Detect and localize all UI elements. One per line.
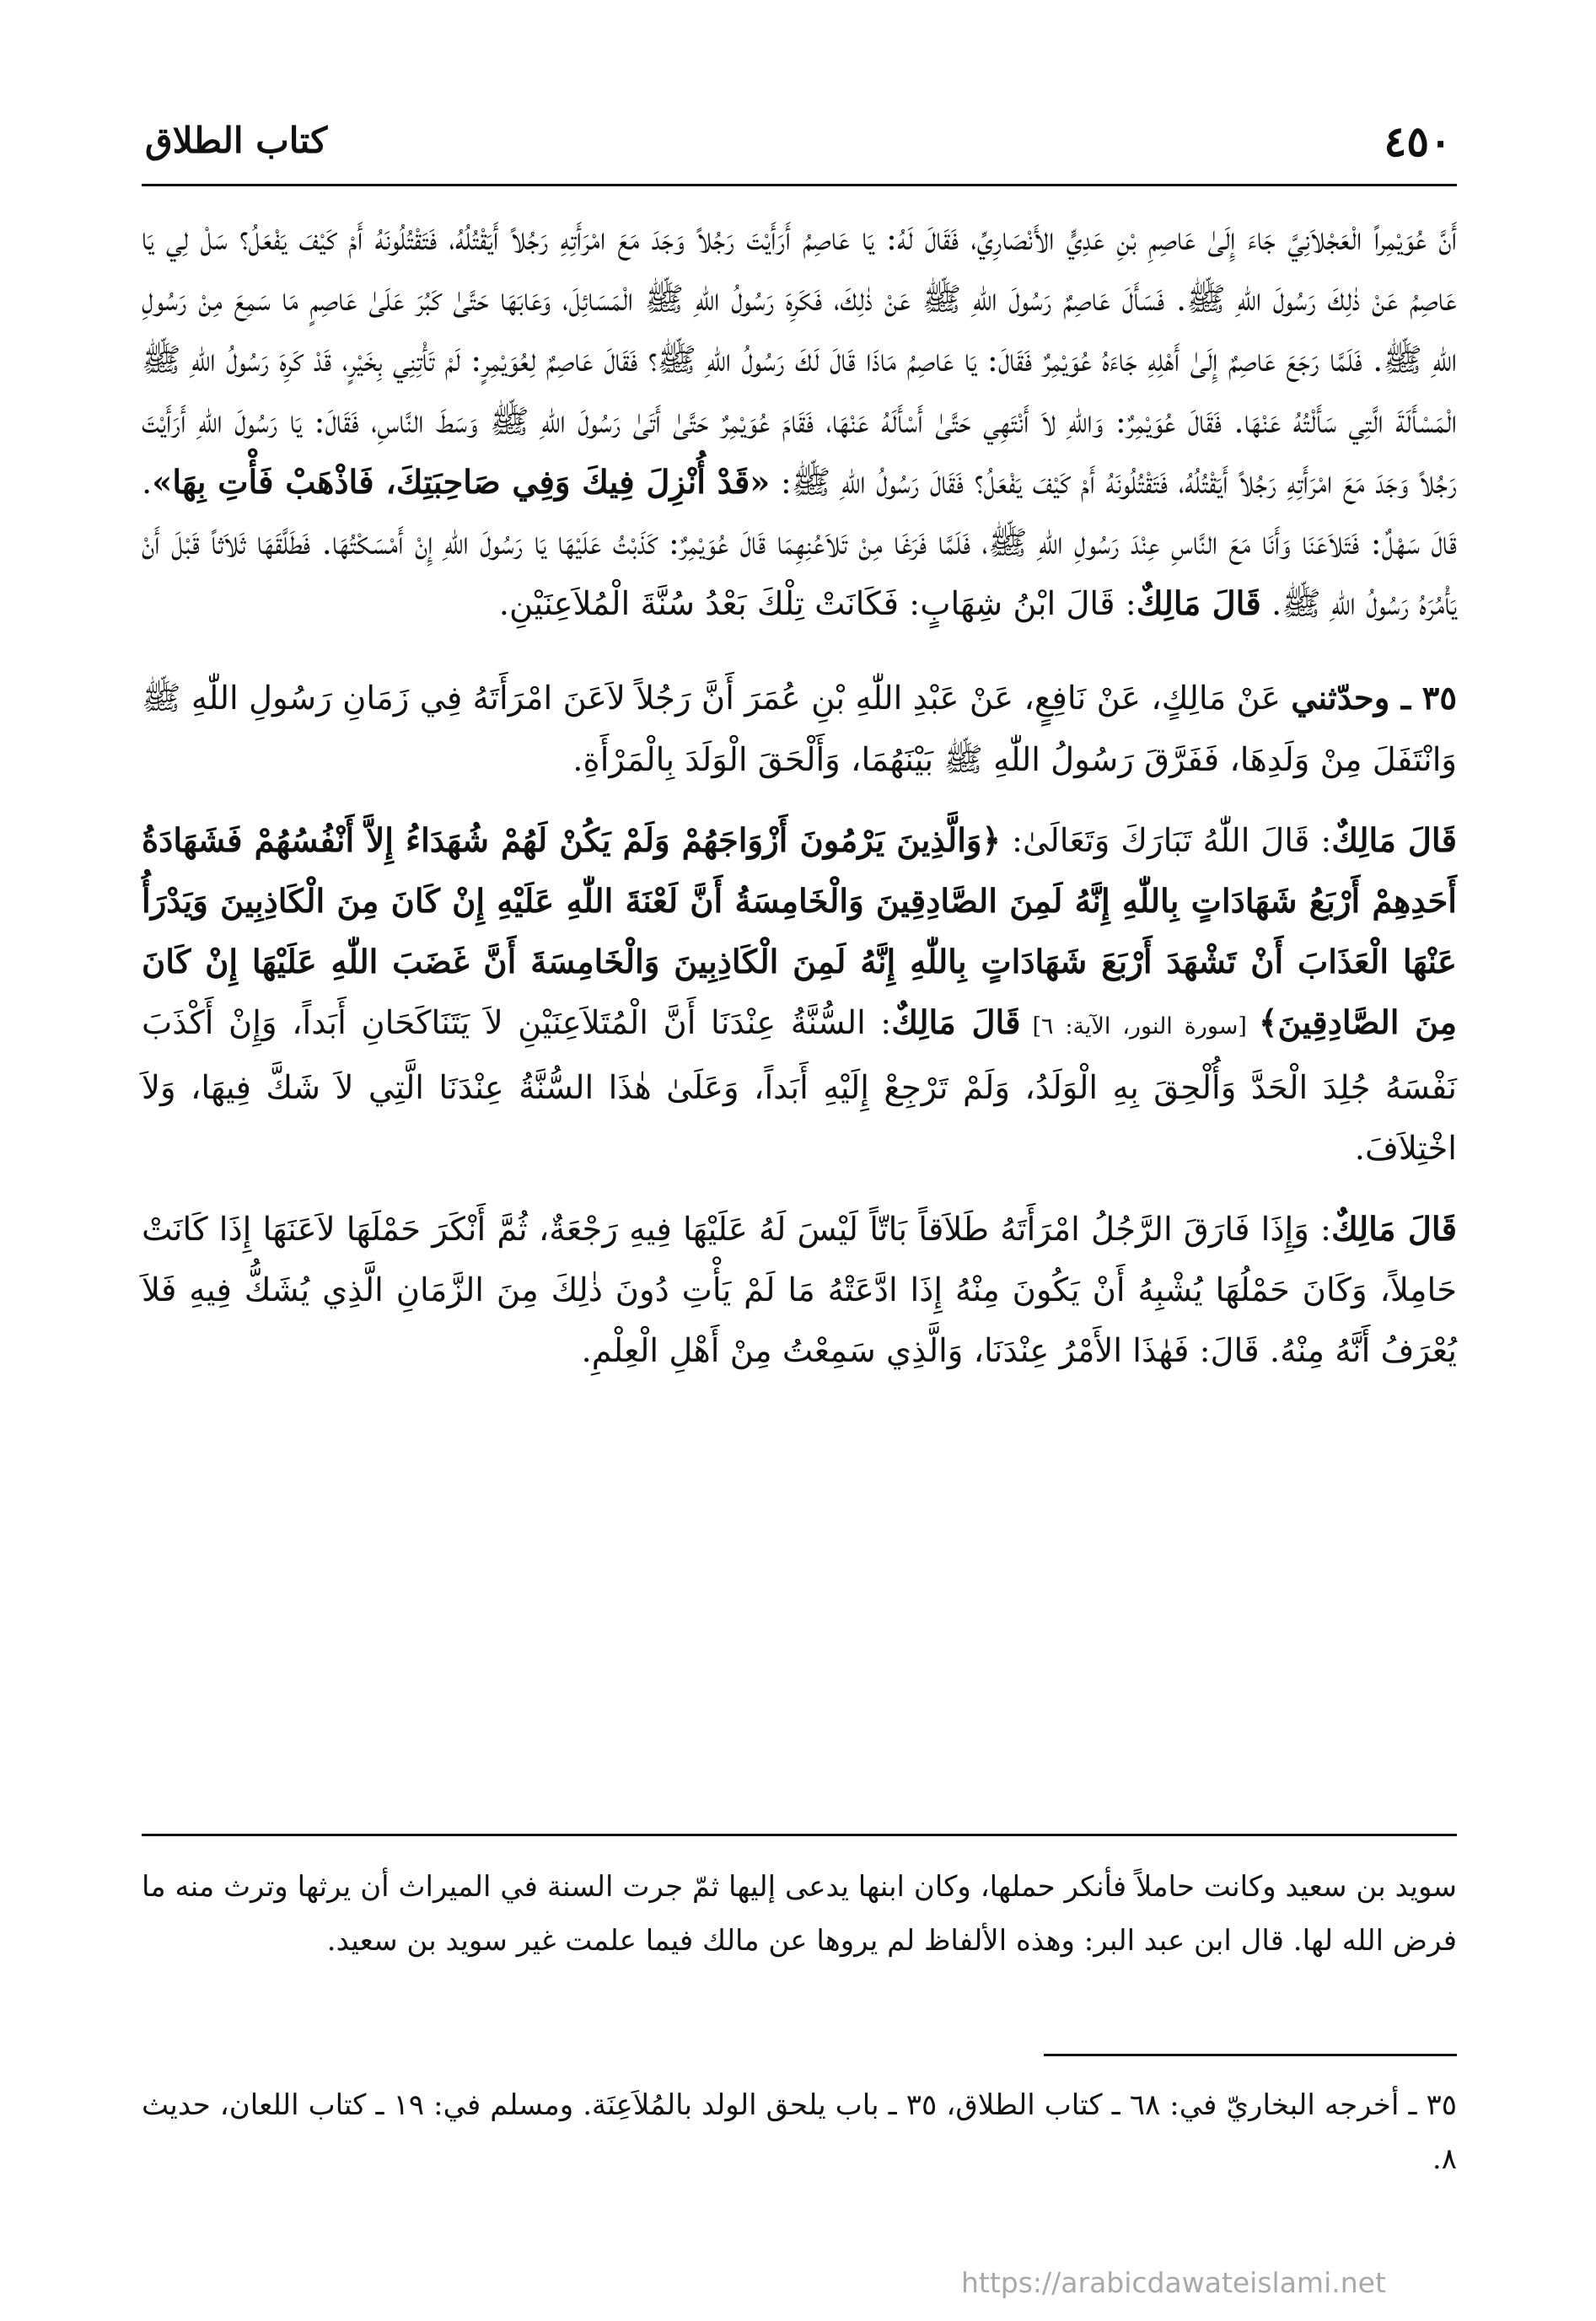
footnote-divider-short: [1044, 2054, 1457, 2056]
footnote-1: سويد بن سعيد وكانت حاملاً فأنكر حملها، وكان ابنها يدعى إليها ثمّ جرت السنة في الميراث أن يرثها وترث منه ما فرض الله لها. قال ابن عبد البر: وهذه الألفاظ لم يروها عن مالك فيما علمت غير سويد بن سعيد.: [142, 1870, 1457, 1958]
malik-said-label: قَالَ مَالِكٌ: [1136, 585, 1261, 624]
header-divider: [142, 184, 1457, 186]
malik-commentary-1: [142, 811, 1457, 1179]
verse-reference: [سورة النور، الآية: ٦]: [1020, 1013, 1259, 1040]
malik-said-label: قَالَ مَالِكٌ: [1331, 821, 1458, 860]
main-text: [142, 209, 1457, 1383]
malik-commentary-2: [142, 1200, 1457, 1383]
footnote-divider: [142, 1834, 1457, 1836]
commentary-text: : وَإِذَا فَارَقَ الرَّجُلُ امْرَأَتَهُ طَلاَقاً بَاتّاً لَيْسَ لَهُ عَلَيْهَا فِيهِ رَجْعَةٌ، ثُمَّ أَنْكَرَ حَمْلَهَا لاَعَنَهَا إِذَا كَانَتْ حَامِلاً، وَكَانَ حَمْلُهَا يُشْبِهُ أَنْ يَكُونَ مِنْهُ إِذَا ادَّعَتْهُ مَا لَمْ يَأْتِ دُونَ ذٰلِكَ مِنَ الزَّمَانِ الَّذِي يُشَكُّ فِيهِ فَلاَ يُعْرَفُ أَنَّهُ مِنْهُ. قَالَ: فَهٰذَا الأَمْرُ عِنْدَنَا، وَالَّذِي سَمِعْتُ مِنْ أَهْلِ الْعِلْمِ.: [142, 1211, 1457, 1371]
hadith-35-text: عَنْ مَالِكٍ، عَنْ نَافِعٍ، عَنْ عَبْدِ اللّٰهِ بْنِ عُمَرَ أَنَّ رَجُلاً لاَعَنَ امْرَأَتَهُ فِي زَمَانِ رَسُولِ اللّٰهِ ﷺ وَانْتَفَلَ مِنْ وَلَدِهَا، فَفَرَّقَ رَسُولُ اللّٰهِ ﷺ بَيْنَهُمَا، وَأَلْحَقَ الْوَلَدَ بِالْمَرْأَةِ.: [142, 680, 1457, 779]
footnote-2: ٣٥ ـ أخرجه البخاريّ في: ٦٨ ـ كتاب الطلاق، ٣٥ ـ باب يلحق الولد بالمُلاَعِنَة. ومسلم في: ١٩ ـ كتاب اللعان، حديث ٨.: [142, 2088, 1458, 2176]
page-number: ٤٥٠: [1384, 116, 1452, 166]
quran-verse: ﴿وَالَّذِينَ يَرْمُونَ أَزْوَاجَهُمْ وَلَمْ يَكُنْ لَهُمْ شُهَدَاءُ إِلاَّ أَنْفُسُهُمْ فَشَهَادَةُ أَحَدِهِمْ أَرْبَعُ شَهَادَاتٍ بِاللّٰهِ إِنَّهُ لَمِنَ الصَّادِقِينَ وَالْخَامِسَةُ أَنَّ لَعْنَةَ اللّٰهِ عَلَيْهِ إِنْ كَانَ مِنَ الْكَاذِبِينَ وَيَدْرَأُ عَنْهَا الْعَذَابَ أَنْ تَشْهَدَ أَرْبَعَ شَهَادَاتٍ بِاللّٰهِ إِنَّهُ لَمِنَ الْكَاذِبِينَ وَالْخَامِسَةَ أَنَّ غَضَبَ اللّٰهِ عَلَيْهَا إِنْ كَانَ مِنَ الصَّادِقِينَ﴾: [142, 821, 1457, 1043]
hadith-35: [142, 669, 1457, 790]
watermark-url: https://arabicdawateislami.net: [961, 2266, 1386, 2299]
prophet-quote: «قَدْ أُنْزِلَ فِيكَ وَفِي صَاحِبَتِكَ، فَاذْهَبْ فَأْتِ بِهَا»: [152, 463, 771, 502]
malik-said-label: قَالَ مَالِكٌ: [891, 1004, 1021, 1043]
hadith-35-lead: ٣٥ ـ وحدّثني: [1291, 680, 1457, 718]
hadith-text-end: : قَالَ ابْنُ شِهَابٍ: فَكَانَتْ تِلْكَ بَعْدُ سُنَّةَ الْمُلاَعِنَيْنِ.: [498, 585, 1137, 624]
hadith-text-tail: . قَالَ سَهْلٌ: فَتَلاَعَنَا وَأَنَا مَعَ النَّاسِ عِنْدَ رَسُولِ اللّٰهِ ﷺ، فَلَمَّا فَرَغَا مِنْ تَلاَعُنِهِمَا قَالَ عُوَيْمِرٌ: كَذَبْتُ عَلَيْهَا يَا رَسُولَ اللّٰهِ إِنْ أَمْسَكْتُهَا. فَطَلَّقَهَا ثَلاَثاً قَبْلَ أَنْ يَأْمُرَهُ رَسُولُ اللّٰهِ ﷺ.: [142, 463, 1457, 624]
page-header: [142, 116, 1457, 175]
hadith-34-continuation: [142, 209, 1457, 635]
commentary-text: : السُّنَّةُ عِنْدَنَا أَنَّ الْمُتَلاَعِنَيْنِ لاَ يَتَنَاكَحَانِ أَبَداً، وَإِنْ أَكْذَبَ نَفْسَهُ جُلِدَ الْحَدَّ وَأُلْحِقَ بِهِ الْوَلَدُ، وَلَمْ تَرْجِعْ إِلَيْهِ أَبَداً، وَعَلَىٰ هٰذَا السُّنَّةُ عِنْدَنَا الَّتِي لاَ شَكَّ فِيهَا، وَلاَ اخْتِلاَفَ.: [142, 1004, 1457, 1168]
commentary-intro: : قَالَ اللّٰهُ تَبَارَكَ وَتَعَالَىٰ:: [1001, 821, 1332, 860]
malik-said-label: قَالَ مَالِكٌ: [1330, 1211, 1457, 1249]
hadith-text: أَنَّ عُوَيْمِراً الْعَجْلاَنِيَّ جَاءَ إِلَىٰ عَاصِمِ بْنِ عَدِيٍّ الأَنْصَارِيِّ، فَقَالَ لَهُ: يَا عَاصِمُ أَرَأَيْتَ رَجُلاً وَجَدَ مَعَ امْرَأَتِهِ رَجُلاً أَيَقْتُلُهُ، فَتَقْتُلُونَهُ أَمْ كَيْفَ يَفْعَلُ؟ سَلْ لِي يَا عَاصِمُ عَنْ ذٰلِكَ رَسُولَ اللّٰهِ ﷺ. فَسَأَلَ عَاصِمٌ رَسُولَ اللّٰهِ ﷺ عَنْ ذٰلِكَ، فَكَرِهَ رَسُولُ اللّٰهِ ﷺ الْمَسَائِلَ، وَعَابَهَا حَتَّىٰ كَبُرَ عَلَىٰ عَاصِمٍ مَا سَمِعَ مِنْ رَسُولِ اللّٰهِ ﷺ. فَلَمَّا رَجَعَ عَاصِمٌ إِلَىٰ أَهْلِهِ جَاءَهُ عُوَيْمِرٌ فَقَالَ: يَا عَاصِمُ مَاذَا قَالَ لَكَ رَسُولُ اللّٰهِ ﷺ؟ فَقَالَ عَاصِمٌ لِعُوَيْمِرٍ: لَمْ تَأْتِنِي بِخَيْرٍ، قَدْ كَرِهَ رَسُولُ اللّٰهِ ﷺ الْمَسْأَلَةَ الَّتِي سَأَلْتُهُ عَنْهَا. فَقَالَ عُوَيْمِرٌ: وَاللّٰهِ لاَ أَنْتَهِي حَتَّىٰ أَسْأَلَهُ عَنْهَا، فَقَامَ عُوَيْمِرٌ حَتَّىٰ أَتَىٰ رَسُولَ اللّٰهِ ﷺ وَسَطَ النَّاسِ، فَقَالَ: يَا رَسُولَ اللّٰهِ أَرَأَيْتَ رَجُلاً وَجَدَ مَعَ امْرَأَتِهِ رَجُلاً أَيَقْتُلُهُ، فَتَقْتُلُونَهُ أَمْ كَيْفَ يَفْعَلُ؟ فَقَالَ رَسُولُ اللّٰهِ ﷺ:: [142, 220, 1457, 502]
running-title: كتاب الطلاق: [145, 120, 328, 161]
